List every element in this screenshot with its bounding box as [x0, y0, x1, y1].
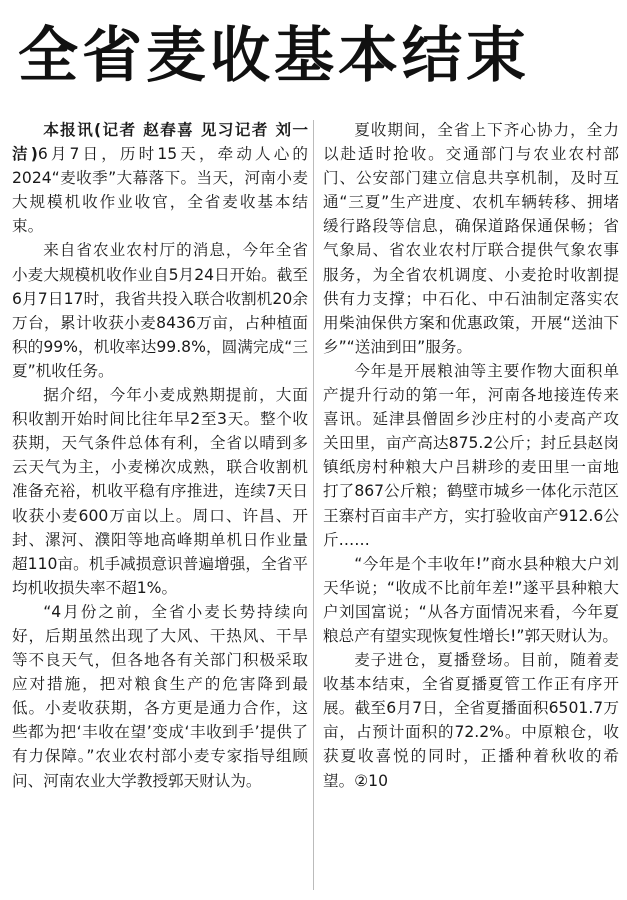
- article-paragraph-1: [12, 118, 308, 238]
- article-paragraph-7: “今年是个丰收年!”商水县种粮大户刘天华说；“收成不比前年差!”遂平县种粮大户刘国富说；“从各方面情况来看，今年夏粮总产有望实现恢复性增长!”郭天财认为。: [323, 554, 619, 645]
- article-paragraph-6: 今年是开展粮油等主要作物大面积单产提升行动的第一年，河南各地接连传来喜讯。延津县僧固乡沙庄村的小麦高产攻关田里，亩产高达875.2公斤；封丘县赵岗镇纸房村种粮大户吕耕珍的麦田里一亩地打了867公斤粮；鹤壁市城乡一体化示范区王寨村百亩丰产方，实打验收亩产912.6公斤……: [323, 361, 619, 549]
- article-paragraph-3: 据介绍，今年小麦成熟期提前，大面积收割开始时间比往年早2至3天。整个收获期，天气条件总体有利，全省以晴到多云天气为主，小麦梯次成熟，联合收割机准备充裕，机收平稳有序推进，连续7天日收获小麦600万亩以上。周口、许昌、开封、漯河、濮阳等地高峰期单机日作业量超110亩。机手减损意识普遍增强，全省平均机收损失率不超1%。: [12, 386, 308, 597]
- article-column-left: [12, 118, 308, 894]
- article-paragraph-5: 夏收期间，全省上下齐心协力，全力以赴适时抢收。交通部门与农业农村部门、公安部门建立信息共享机制，及时互通“三夏”生产进度、农机车辆转移、拥堵缓行路段等信息，确保道路保通保畅；省气象局、省农业农村厅联合提供气象农事服务，为全省农机调度、小麦抢时收割提供有力支撑；中石化、中石油制定落实农用柴油保供方案和优惠政策，开展“送油下乡”“送油到田”服务。: [323, 121, 619, 356]
- headline: 全省麦收基本结束: [18, 21, 530, 91]
- byline: 本报讯(记者 赵春喜 见习记者 刘一洁): [12, 121, 308, 164]
- article-paragraph-4: “4月份之前，全省小麦长势持续向好，后期虽然出现了大风、干热风、干旱等不良天气，但各地各有关部门积极采取应对措施，把对粮食生产的危害降到最低。小麦收获期，各方更是通力合作，这些都为把‘丰收在望’变成‘丰收到手’提供了有力保障。”农业农村部小麦专家指导组顾问、河南农业大学教授郭天财认为。: [12, 602, 308, 790]
- paragraph-1-text: 6月7日，历时15天，牵动人心的2024“麦收季”大幕落下。当天，河南小麦大规模机收作业收官，全省麦收基本结束。: [12, 145, 308, 236]
- column-divider: [313, 120, 314, 890]
- article-paragraph-2: 来自省农业农村厅的消息，今年全省小麦大规模机收作业自5月24日开始。截至6月7日17时，我省共投入联合收割机20余万台，累计收获小麦8436万亩，占种植面积的99%，机收率达99.8%，圆满完成“三夏”机收任务。: [12, 241, 308, 380]
- article-column-right: [323, 118, 619, 894]
- article-paragraph-8: 麦子进仓，夏播登场。目前，随着麦收基本结束，全省夏播夏管工作正有序开展。截至6月7日，全省夏播面积6501.7万亩，占预计面积的72.2%。中原粮仓，收获夏收喜悦的同时，正播种着秋收的希望。②10: [323, 651, 619, 790]
